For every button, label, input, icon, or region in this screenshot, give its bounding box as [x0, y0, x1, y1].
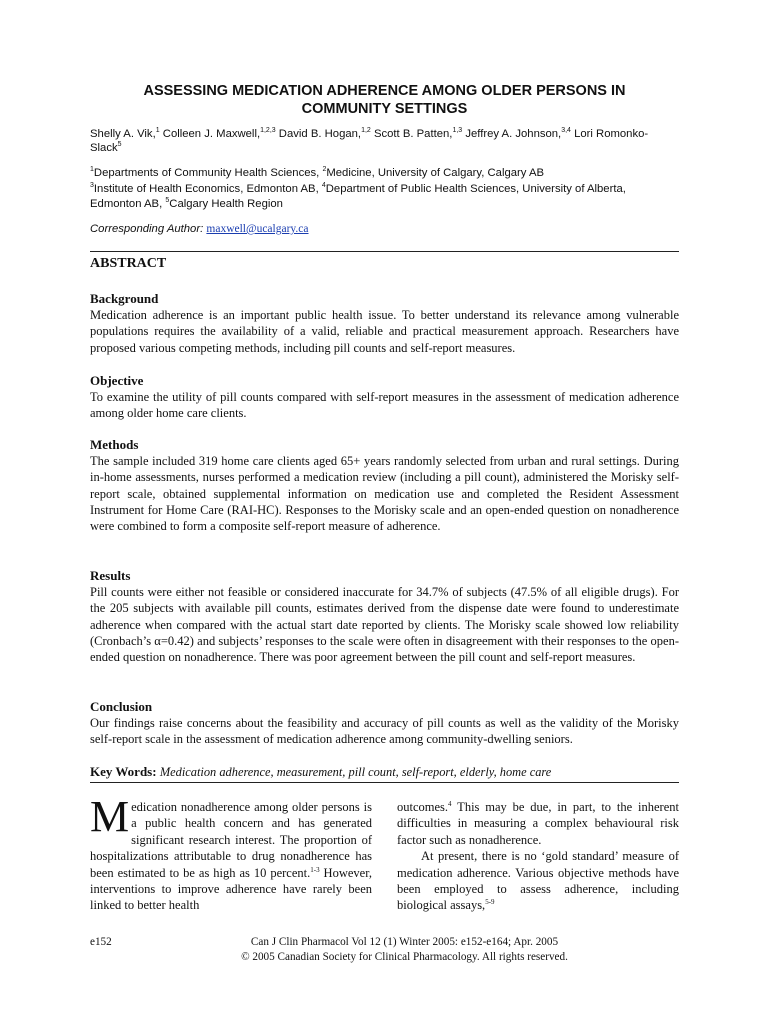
citation-mark: 5-9 [485, 898, 495, 907]
section-heading: Objective [90, 373, 144, 388]
section-heading: Background [90, 291, 159, 306]
body-column-left [90, 792, 372, 914]
section-text: The sample included 319 home care clients aged 65+ years randomly selected from urban and rural settings. During in-home assessments, nurses performed a medication review (including a pill count), administered the Morisky self-report scale, obtained supplemental information on medication use and completed the Resident Assessment Instrument for Home Care (RAI-HC). Responses to the Morisky scale and an open-ended question on nonadherence were combined to form a composite self-report measure of adherence. [90, 454, 679, 534]
affiliations [90, 166, 679, 213]
keywords-label: Key Words: [90, 764, 160, 779]
body-paragraph [397, 848, 679, 914]
keywords-text: Medication adherence, measurement, pill count, self-report, elderly, home care [159, 765, 552, 779]
abstract-objective [90, 373, 679, 422]
divider [90, 782, 679, 783]
copyright-notice: © 2005 Canadian Society for Clinical Pharmacology. All rights reserved. [241, 951, 568, 963]
author-name: David B. Hogan, [275, 128, 362, 140]
author-name: Scott B. Patten, [370, 128, 453, 140]
divider [90, 251, 679, 252]
author-affiliation-mark: 1,2 [361, 127, 371, 135]
affiliation-text: Department of Public Health Sciences, University of Alberta, Edmonton AB, [90, 182, 626, 210]
affiliation-text: Institute of Health Economics, Edmonton AB, [93, 182, 322, 195]
journal-citation: Can J Clin Pharmacol Vol 12 (1) Winter 2005: e152-e164; Apr. 2005 [250, 936, 559, 948]
affiliation-text: Medicine, University of Calgary, Calgary AB [326, 167, 545, 179]
author-affiliation-mark: 5 [117, 141, 122, 149]
author-name: Shelly A. Vik, [90, 128, 156, 140]
body-text: At present, there is no ‘gold standard’ measure of medication adherence. Various objective methods have been employed to assess adherence, including biological assays, [397, 849, 679, 913]
body-text: outcomes. [397, 800, 449, 814]
title-line-2: COMMUNITY SETTINGS [301, 101, 468, 117]
article-title [90, 82, 679, 118]
affiliation-mark: 2 [322, 166, 327, 174]
author-affiliation-mark: 1 [155, 127, 160, 135]
corresponding-author-label: Corresponding Author: [90, 223, 207, 235]
abstract-background [90, 291, 679, 356]
corresponding-email-link[interactable]: maxwell@ucalgary.ca [206, 223, 309, 235]
affiliation-mark: 3 [90, 181, 94, 189]
abstract-methods [90, 437, 679, 534]
author-affiliation-mark: 3,4 [561, 127, 571, 135]
page-number: e152 [90, 936, 112, 948]
abstract-results [90, 568, 679, 665]
drop-cap: M [90, 792, 130, 841]
section-text: To examine the utility of pill counts compared with self-report measures in the assessment of medication adherence among older home care clients. [90, 390, 679, 421]
section-heading: Results [90, 568, 131, 583]
body-text: edication nonadherence among older persons is a public health concern and has generated significant research interest. The proportion of hospitalizations attributable to drug nonadherence has been estimated to be as high as 10 percent. [90, 800, 372, 880]
body-column-right [397, 799, 679, 914]
affiliation-text: Departments of Community Health Sciences, [93, 167, 323, 179]
section-text: Pill counts were either not feasible or considered inaccurate for 34.7% of subjects (47.5% of all eligible drugs). For the 205 subjects with available pill counts, estimates derived from the dispense date were found to underestimate adherence when compared with the actual start date reported by clients. The Morisky scale showed low reliability (Cronbach’s α=0.42) and subjects’ responses to the scale were often in disagreement with their responses to the open-ended question on nonadherence. There was poor agreement between the pill count and self-report measures. [90, 585, 679, 665]
corresponding-author [90, 223, 679, 235]
abstract-conclusion [90, 699, 679, 748]
section-text: Medication adherence is an important public health issue. To better understand its relevance among vulnerable populations requires the availability of a valid, reliable and practical measurement approach. Researchers have proposed various competing methods, including pill counts and self-report measures. [90, 308, 679, 355]
author-name: Colleen J. Maxwell, [159, 128, 261, 140]
author-name: Lori Romonko-Slack [90, 128, 649, 154]
affiliation-text: Calgary Health Region [169, 198, 283, 210]
title-line-1: ASSESSING MEDICATION ADHERENCE AMONG OLDER PERSONS IN [143, 83, 626, 99]
author-affiliation-mark: 1,2,3 [260, 127, 276, 135]
abstract-heading: ABSTRACT [90, 256, 167, 271]
author-affiliation-mark: 1,3 [452, 127, 463, 135]
body-text: This may be due, in part, to the inherent difficulties in measuring a complex behavioural risk factor such as nonadherence. [397, 800, 679, 847]
author-list [90, 127, 679, 155]
section-heading: Conclusion [90, 699, 153, 714]
affiliation-mark: 4 [321, 181, 326, 189]
affiliation-mark: 5 [165, 197, 170, 205]
section-text: Our findings raise concerns about the feasibility and accuracy of pill counts as well as the validity of the Morisky self-report scale in the assessment of medication adherence among community-dwelling seniors. [90, 716, 679, 747]
body-text: However, interventions to improve adherence have rarely been linked to better health [90, 865, 372, 913]
citation-mark: 1-3 [310, 865, 320, 874]
author-name: Jeffrey A. Johnson, [462, 128, 562, 140]
keywords [90, 764, 679, 780]
section-heading: Methods [90, 437, 139, 452]
citation-mark: 4 [448, 799, 452, 808]
affiliation-mark: 1 [90, 166, 94, 174]
